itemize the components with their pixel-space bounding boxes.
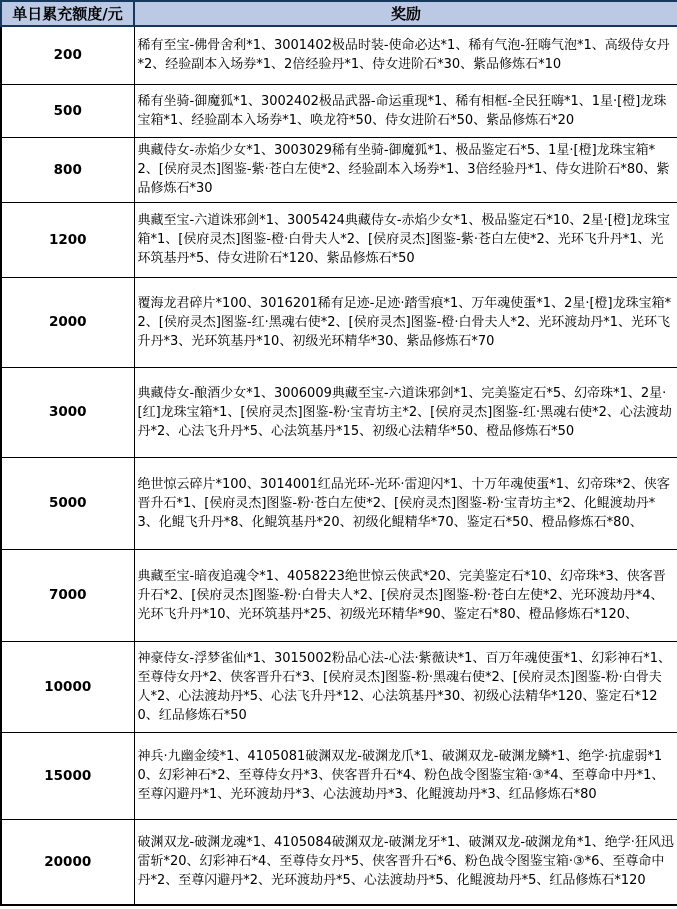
table-row <box>1 367 677 457</box>
reward-cell: 稀有坐骑-御魔狐*1、3002402极品武器-命运重现*1、稀有相框-全民狂嗨*1、1星·[橙]龙珠宝箱*1、经验副本入场券*1、唤龙符*50、侍女进阶石*50、紫品修炼石*20 <box>134 84 677 137</box>
reward-cell: 典藏至宝-六道诛邪剑*1、3005424典藏侍女-赤焰少女*1、极品鉴定石*10、2星·[橙]龙珠宝箱*1、[侯府灵杰]图鉴-橙·白骨夫人*2、[侯府灵杰]图鉴-紫·苍白左使*2、光环飞升丹*1、光环筑基丹*5、侍女进阶石*120、紫品修炼石*50 <box>134 202 677 277</box>
table-row <box>1 549 677 641</box>
amount-cell: 1200 <box>1 202 134 277</box>
amount-cell: 10000 <box>1 641 134 732</box>
table-row <box>1 26 677 84</box>
table-row <box>1 641 677 732</box>
header-row <box>1 1 677 26</box>
table-row <box>1 202 677 277</box>
amount-cell: 5000 <box>1 457 134 549</box>
table-row <box>1 819 677 905</box>
reward-cell: 覆海龙君碎片*100、3016201稀有足迹-足迹·踏雪痕*1、万年魂使蛋*1、2星·[橙]龙珠宝箱*2、[侯府灵杰]图鉴-红·黑魂右使*2、[侯府灵杰]图鉴-橙·白骨夫人*2、光环渡劫丹*1、光环飞升丹*3、光环筑基丹*10、初级光环精华*30、紫品修炼石*70 <box>134 277 677 367</box>
reward-cell: 典藏侍女-酿酒少女*1、3006009典藏至宝-六道诛邪剑*1、完美鉴定石*5、幻帝珠*1、2星·[红]龙珠宝箱*1、[侯府灵杰]图鉴-粉·宝青坊主*2、[侯府灵杰]图鉴-红·黑魂右使*2、心法渡劫丹*2、心法飞升丹*5、心法筑基丹*15、初级心法精华*50、橙品修炼石*50 <box>134 367 677 457</box>
amount-cell: 15000 <box>1 732 134 819</box>
reward-cell: 破渊双龙-破渊龙魂*1、4105084破渊双龙-破渊龙牙*1、破渊双龙-破渊龙角*1、绝学·狂风迅雷斩*20、幻彩神石*4、至尊侍女丹*5、侠客晋升石*6、粉色战令图鉴宝箱·③*6、至尊命中丹*2、至尊闪避丹*2、光环渡劫丹*5、心法渡劫丹*5、化鲲渡劫丹*5、红品修炼石*120 <box>134 819 677 905</box>
table-row <box>1 137 677 202</box>
reward-cell: 神兵·九幽金绫*1、4105081破渊双龙-破渊龙爪*1、破渊双龙-破渊龙鳞*1、绝学·抗虚弱*10、幻彩神石*2、至尊侍女丹*3、侠客晋升石*4、粉色战令图鉴宝箱·③*4、至尊命中丹*1、至尊闪避丹*1、光环渡劫丹*3、心法渡劫丹*3、化鲲渡劫丹*3、红品修炼石*80 <box>134 732 677 819</box>
table-row <box>1 84 677 137</box>
amount-cell: 200 <box>1 26 134 84</box>
table-row <box>1 732 677 819</box>
amount-cell: 3000 <box>1 367 134 457</box>
amount-cell: 20000 <box>1 819 134 905</box>
reward-cell: 绝世惊云碎片*100、3014001红品光环-光环·雷迎闪*1、十万年魂使蛋*1、幻帝珠*2、侠客晋升石*1、[侯府灵杰]图鉴-粉·苍白左使*2、[侯府灵杰]图鉴-粉·宝青坊主*2、化鲲渡劫丹*3、化鲲飞升丹*8、化鲲筑基丹*20、初级化鲲精华*70、鉴定石*50、橙品修炼石*80、 <box>134 457 677 549</box>
amount-cell: 7000 <box>1 549 134 641</box>
reward-cell: 稀有至宝-佛骨舍利*1、3001402极品时装-使命必达*1、稀有气泡-狂嗨气泡*1、高级侍女丹*2、经验副本入场券*1、2倍经验丹*1、侍女进阶石*30、紫品修炼石*10 <box>134 26 677 84</box>
amount-cell: 500 <box>1 84 134 137</box>
amount-cell: 2000 <box>1 277 134 367</box>
reward-cell: 典藏侍女-赤焰少女*1、3003029稀有坐骑-御魔狐*1、极品鉴定石*5、1星·[橙]龙珠宝箱*2、[侯府灵杰]图鉴-紫·苍白左使*2、经验副本入场券*1、3倍经验丹*1、侍女进阶石*80、紫品修炼石*30 <box>134 137 677 202</box>
reward-cell: 典藏至宝-暗夜追魂令*1、4058223绝世惊云侠武*20、完美鉴定石*10、幻帝珠*3、侠客晋升石*2、[侯府灵杰]图鉴-粉·白骨夫人*2、[侯府灵杰]图鉴-粉·苍白左使*2、光环渡劫丹*4、光环飞升丹*10、光环筑基丹*25、初级光环精华*90、鉴定石*80、橙品修炼石*120、 <box>134 549 677 641</box>
reward-cell: 神豪侍女-浮梦雀仙*1、3015002粉品心法-心法·紫薇诀*1、百万年魂使蛋*1、幻彩神石*1、至尊侍女丹*2、侠客晋升石*3、[侯府灵杰]图鉴-粉·黑魂右使*2、[侯府灵杰]图鉴-粉·白骨夫人*2、心法渡劫丹*5、心法飞升丹*12、心法筑基丹*30、初级心法精华*120、鉴定石*120、红品修炼石*50 <box>134 641 677 732</box>
header-amount: 单日累充额度/元 <box>1 1 134 26</box>
header-reward: 奖励 <box>134 1 677 26</box>
amount-cell: 800 <box>1 137 134 202</box>
table-row <box>1 457 677 549</box>
table-row <box>1 277 677 367</box>
